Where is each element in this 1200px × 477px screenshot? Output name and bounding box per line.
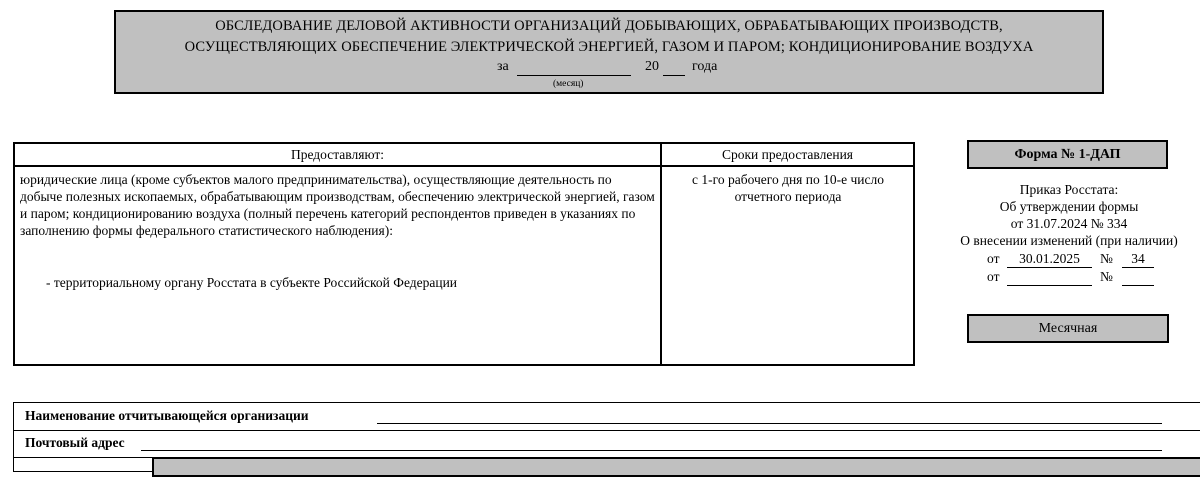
- form-title-line-1: ОБСЛЕДОВАНИЕ ДЕЛОВОЙ АКТИВНОСТИ ОРГАНИЗАЦИЙ ДОБЫВАЮЩИХ, ОБРАБАТЫВАЮЩИХ ПРОИЗВОДСТВ,: [215, 18, 1003, 34]
- order-line-3: от 31.07.2024 № 334: [1010, 216, 1128, 231]
- change-number-field[interactable]: 34: [1122, 250, 1154, 268]
- number-label: №: [1100, 251, 1113, 266]
- change-date-field-2[interactable]: [1007, 268, 1092, 286]
- recipient-description: - территориальному органу Росстата в субъекте Российской Федерации: [46, 275, 458, 290]
- respondents-header: Предоставляют:: [15, 144, 660, 167]
- respondents-description: юридические лица (кроме субъектов малого предпринимательства), осуществляющие деятельность по добыче полезных ископаемых, обрабатывающим производствам, обеспечению электрической энергией, газом и паром; кондиционированию воздуха (полный перечень категорий респондентов приведен в указаниях по заполнению формы федерального статистического наблюдения):: [20, 172, 655, 238]
- reporting-period-row: [116, 58, 1102, 78]
- year-suffix: года: [692, 59, 718, 74]
- period-prefix: за: [497, 59, 509, 74]
- organization-block: [13, 402, 1200, 472]
- month-field[interactable]: [517, 75, 631, 76]
- order-line-1: Приказ Росстата:: [1019, 182, 1119, 197]
- order-line-4: О внесении изменений (при наличии): [960, 233, 1178, 248]
- year-prefix: 20: [645, 59, 659, 74]
- month-caption: (месяц): [553, 79, 584, 89]
- respondents-table: [13, 142, 915, 366]
- org-name-label: Наименование отчитывающейся организации: [25, 408, 309, 423]
- year-field[interactable]: [663, 75, 685, 76]
- org-name-row: [14, 403, 1200, 431]
- form-title-line-2: ОСУЩЕСТВЛЯЮЩИХ ОБЕСПЕЧЕНИЕ ЭЛЕКТРИЧЕСКОЙ ЭНЕРГИЕЙ, ГАЗОМ И ПАРОМ; КОНДИЦИОНИРОВАНИЕ ВОЗДУХА: [184, 39, 1034, 55]
- postal-address-label: Почтовый адрес: [25, 435, 125, 450]
- deadline-header: Сроки предоставления: [662, 144, 913, 167]
- codes-header-strip: [152, 457, 1200, 477]
- number-label-2: №: [1100, 269, 1113, 284]
- order-line-2: Об утверждении формы: [999, 199, 1139, 214]
- change-row-2: [940, 268, 1198, 287]
- form-number-box: Форма № 1-ДАП: [967, 140, 1168, 169]
- postal-address-row: [14, 430, 1200, 458]
- change-number-field-2[interactable]: [1122, 268, 1154, 286]
- deadline-description: с 1-го рабочего дня по 10-е число отчетного периода: [692, 172, 884, 204]
- order-block: [940, 181, 1198, 287]
- from-label: от: [987, 251, 1000, 266]
- change-row-1: [940, 249, 1198, 268]
- column-divider: [660, 144, 662, 364]
- from-label-2: от: [987, 269, 1000, 284]
- periodicity-box: Месячная: [967, 314, 1169, 343]
- postal-address-field[interactable]: [141, 450, 1162, 451]
- change-date-field[interactable]: 30.01.2025: [1007, 250, 1092, 268]
- org-name-field[interactable]: [377, 423, 1162, 424]
- form-title-box: [114, 10, 1104, 94]
